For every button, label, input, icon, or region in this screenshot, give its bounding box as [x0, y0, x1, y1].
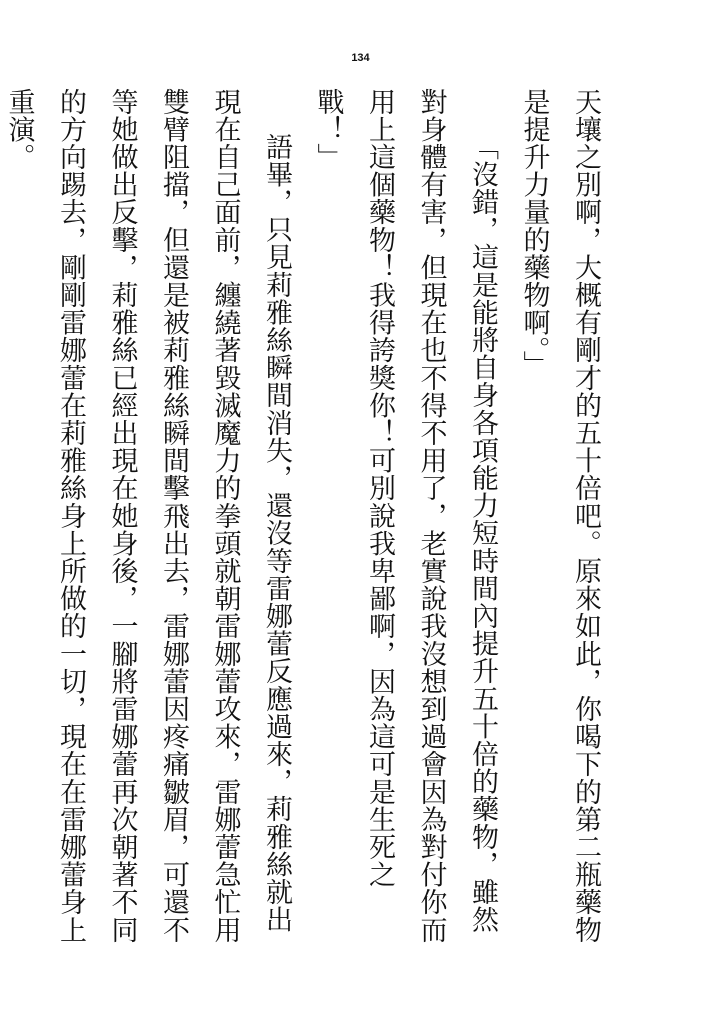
paragraph-2: 「沒錯，這是能將自身各項能力短時間內提升五十倍的藥物，雖然對身體有害，但現在也不得不用了，老實說我沒想到過會因為對付你而用上這個藥物！我得誇獎你！可別說我卑鄙啊，因為這可是生死之戰！」: [312, 88, 498, 944]
paragraph-3: 語畢，只見莉雅絲瞬間消失，還沒等雷娜蕾反應過來，莉雅絲就出現在自己面前，纏繞著毀滅魔力的拳頭就朝雷娜蕾攻來，雷娜蕾急忙用雙臂阻擋，但還是被莉雅絲瞬間擊飛出去，雷娜蕾因疼痛皺眉，可還不等她做出反擊，莉雅絲已經出現在她身後，一腳將雷娜蕾再次朝著不同的方向踢去，剛剛雷娜蕾在莉雅絲身上所做的一切，現在在雷娜蕾身上重演。: [3, 88, 292, 944]
page-number: 134: [351, 52, 370, 64]
body-text: [0, 88, 611, 948]
paragraph-1: 天壤之別啊，大概有剛才的五十倍吧。原來如此，你喝下的第二瓶藥物是提升力量的藥物啊。」: [518, 88, 601, 944]
